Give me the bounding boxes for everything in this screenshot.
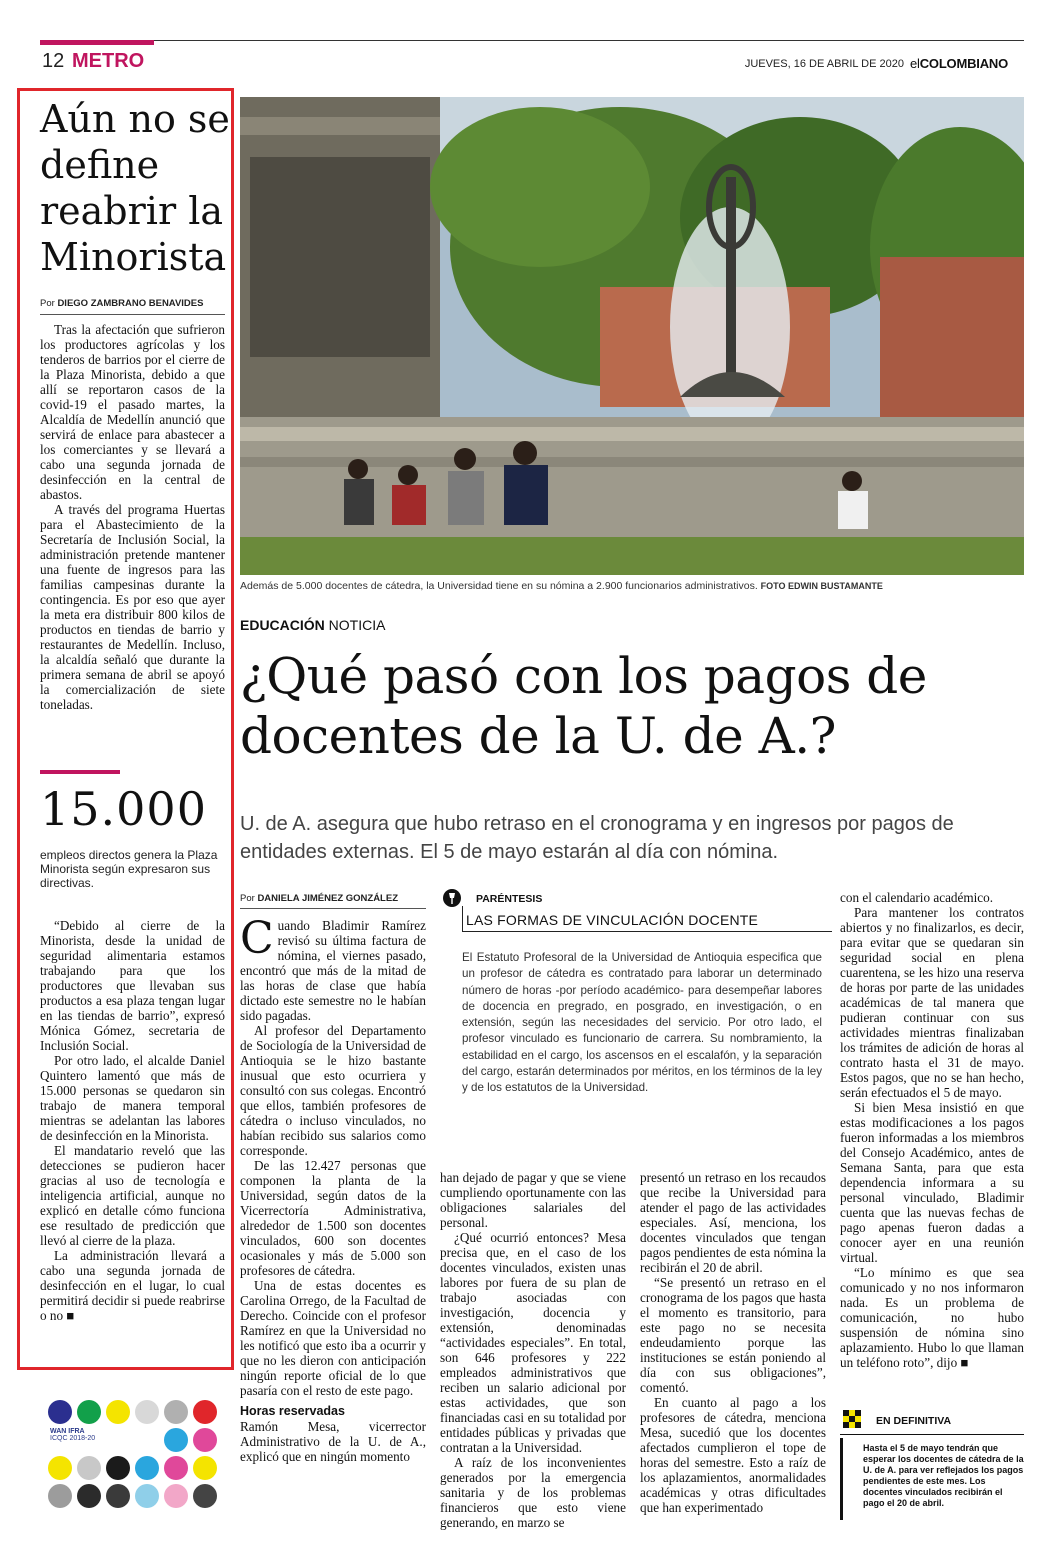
article-column-2	[440, 1170, 626, 1546]
paragraph: Si bien Mesa insistió en que estas modificaciones a los pagos fueron informadas a los miembros del Consejo Académico, antes de Semana Santa, para que esta dependencia informara a su personal vinculado, Bladimir cuenta que las nuevas fechas de pago apenas fueron dadas a conocer ayer en una reunión virtual.	[840, 1100, 1024, 1265]
en-definitiva-rule	[840, 1434, 1024, 1435]
parentesis-label: PARÉNTESIS	[476, 893, 543, 905]
header-rule	[40, 40, 1024, 41]
paragraph: A través del programa Huertas para el Abastecimiento de la Secretaría de Inclusión Social, la administración pretende mantener una fuente de ingresos para las familias campesinas durante la contingencia. Es por eso que ayer la meta era distribuir 800 kilos de productos en tiendas de barrio y restaurantes de Medellín. Incluso, la alcaldía señaló que durante la primera semana de abril se apoyó la comercialización de siete toneladas.	[40, 502, 225, 712]
color-swatch	[77, 1456, 101, 1480]
paragraph: Ramón Mesa, vicerrector Administrativo de la U. de A., explicó que en ningún momento	[240, 1419, 426, 1464]
article-column-4	[840, 890, 1024, 1394]
paragraph: “Lo mínimo es que sea comunicado y no nos informaron nada. Es un problema de comunicación, no hubo suspensión de nómina sino aplazamiento. Hubo lo que llaman un teléfono roto”, dijo ■	[840, 1265, 1024, 1370]
en-definitiva-text: Hasta el 5 de mayo tendrán que esperar los docentes de cátedra de la U. de A. para ver reflejados los pagos pendientes de este mes. Los docentes vinculados recibirán el pago el 20 de abril.	[840, 1438, 1024, 1520]
paragraph: Para mantener los contratos abiertos y no finalizarlos, es decir, para evitar que se quedaran sin seguridad social en plena cuarentena, se les hizo una reserva de horas por parte de las unidades académicas de tal manera que pudieran continuar con sus actividades mientras finalizaban los trámites de adición de horas al contrato hasta el 31 de mayo. Estos pagos, que no se han hecho, serán efectuados el 5 de mayo.	[840, 905, 1024, 1100]
color-swatch	[48, 1400, 72, 1424]
section-name: METRO	[72, 50, 145, 72]
sidebar-text-bottom	[40, 918, 225, 1360]
paragraph: Por otro lado, el alcalde Daniel Quintero lamentó que más de 15.000 personas se quedaron sin trabajo de manera temporal mientras se adelantan las labores de desinfección en la Minorista.	[40, 1053, 225, 1143]
paragraph: Tras la afectación que sufrieron los productores agrícolas y los tenderos de barrios por el cierre de la Plaza Minorista, debido a que allí se reportaron casos de la covid-19 el pasado martes, la Alcaldía de Medellín anunció que servirá de enlace para abastecer a los comerciantes y se llevará a cabo una segunda jornada de desinfección en la central de abastos.	[40, 322, 225, 502]
sidebar-text-top	[40, 322, 225, 742]
color-swatch	[164, 1400, 188, 1424]
paragraph: “Debido al cierre de la Minorista, desde la unidad de seguridad alimentaria estamos trabajando para que los productores que llevaban sus productos a esa plaza tengan lugar en las tiendas de barrio”, expresó Mónica Gómez, secretaria de Inclusión Social.	[40, 918, 225, 1053]
color-swatch	[135, 1400, 159, 1424]
color-swatch	[193, 1428, 217, 1452]
parentesis-title: LAS FORMAS DE VINCULACIÓN DOCENTE	[466, 912, 759, 928]
paragraph: Una de estas docentes es Carolina Orrego, de la Facultad de Derecho. Coincide con el profesor Ramírez en que la Universidad no les notificó que esto iba a ocurrir y que no les dieron con anticipación ningún reporte oficial de lo que pasaría con el resto de este pago.	[240, 1278, 426, 1398]
color-swatch	[106, 1484, 130, 1508]
paragraph: “Se presentó un retraso en el cronograma de los pagos que hasta el momento es transitorio, para este pago no se necesita endeudamiento porque las instituciones se están poniendo al día con sus obligaciones”, comentó.	[640, 1275, 826, 1395]
paragraph: con el calendario académico.	[840, 890, 994, 905]
wan-ifra-logo: WAN IFRA ICQC 2018-20	[50, 1428, 96, 1442]
parentesis-text: El Estatuto Profesoral de la Universidad de Antioquia especifica que un profesor de cátedra es contratado para laborar un determinado número de horas -por período académico- para desempeñar labores de docencia en pregrado, en posgrado, en investigación, o en extensión, según las necesidades del servicio. Por otro lado, el profesor vinculado es funcionario de carrera. Su nombramiento, la estabilidad en el cargo, los ascensos en el escalafón, y la separación del cargo, estarán determinados por méritos, en los términos de la ley y de los estatutos de la Universidad.	[462, 951, 822, 1095]
color-swatch	[77, 1484, 101, 1508]
paragraph: Al profesor del Departamento de Sociología de la Universidad de Antioquia se le hizo bastante inusual que esto ocurriera y consultó con sus colegas. Encontró que ellos, también profesores de cátedra o incluso vinculados, no habían recibido sus salarios como corresponde.	[240, 1023, 426, 1158]
photo-credit: FOTO EDWIN BUSTAMANTE	[760, 581, 883, 591]
checkered-icon	[843, 1410, 861, 1428]
color-swatch	[164, 1484, 188, 1508]
print-color-bar	[46, 1398, 220, 1512]
color-swatch	[193, 1400, 217, 1424]
section-accent-bar	[40, 40, 154, 45]
color-swatch	[193, 1456, 217, 1480]
paragraph: La administración llevará a cabo una segunda jornada de desinfección en el lugar, lo cual permitirá decidir si puede reabrirse o no ■	[40, 1248, 225, 1323]
campus-photo	[240, 97, 1024, 575]
article-headline: ¿Qué pasó con los pagos de docentes de la U. de A.?	[240, 647, 927, 765]
photo-caption: Además de 5.000 docentes de cátedra, la Universidad tiene en su nómina a 2.900 funcionarios administrativos. FOTO EDWIN BUSTAMANTE	[240, 580, 883, 592]
stat-caption: empleos directos genera la Plaza Minorista según expresaron sus directivas.	[40, 848, 218, 890]
paragraph: han dejado de pagar y que se viene cumpliendo oportunamente con las obligaciones salariales del personal.	[440, 1170, 626, 1230]
paragraph: ¿Qué ocurrió entonces? Mesa precisa que, en el caso de los docentes vinculados, existen unas labores por fuera de su plan de trabajo asociadas con investigación, docencia y extensión, denominadas “actividades especiales”. En total, son 646 profesores y 222 empleados administrativos que reciben un salario adicional por estas actividades, que son financiadas casi en su totalidad por entidades públicas y privadas que contratan a la Universidad.	[440, 1230, 626, 1455]
color-swatch	[135, 1456, 159, 1480]
paragraph: Cuando Bladimir Ramírez revisó su última factura de nómina, el viernes pasado, encontró que más de la mitad de las horas de clase que había dictado este semestre no le habían sido pagadas.	[240, 918, 426, 1023]
paragraph: De las 12.427 personas que componen la planta de la Universidad, según datos de la Vicerrectoría Administrativa, alrededor de 1.500 son docentes vinculados, 600 son docentes ocasionales y más de 5.000 son profesores de cátedra.	[240, 1158, 426, 1278]
paragraph: presentó un retraso en los recaudos que recibe la Universidad para atender el pago de las actividades especiales. Así, menciona, los docentes vinculados que tengan pagos pendientes de esta nómina la recibirán el 20 de abril.	[640, 1170, 826, 1275]
newspaper-brand: elCOLOMBIANO	[910, 56, 1008, 71]
color-swatch	[164, 1456, 188, 1480]
article-column-1	[240, 918, 426, 1546]
article-kicker: EDUCACIÓN NOTICIA	[240, 617, 386, 633]
sidebar-divider	[40, 314, 225, 315]
color-swatch	[135, 1484, 159, 1508]
paragraph: En cuanto al pago a los profesores de cátedra, menciona Mesa, sucedió que los docentes afectados cumplieron el tope de horas del semestre. Esto a raíz de los aplazamientos, anormalidades académicas y otras dificultades que han experimentado	[640, 1395, 826, 1515]
byline-divider	[240, 908, 426, 909]
subhead: Horas reservadas	[240, 1404, 345, 1418]
en-definitiva-label: EN DEFINITIVA	[876, 1415, 952, 1427]
parentesis-rule-vertical	[462, 906, 463, 932]
color-swatch	[106, 1400, 130, 1424]
color-swatch	[48, 1484, 72, 1508]
color-swatch	[106, 1456, 130, 1480]
stat-accent-rule	[40, 770, 120, 774]
paragraph: A raíz de los inconvenientes generados por la emergencia sanitaria y de los problemas financieros que esto viene generando, en marzo se	[440, 1455, 626, 1530]
paragraph: El mandatario reveló que las detecciones se pudieron hacer gracias al uso de tecnología e inteligencia artificial, aunque no explicó en detalle cómo funciona ese resultado de predicción que llevó al cierre de la plaza.	[40, 1143, 225, 1248]
stat-number: 15.000	[40, 782, 207, 836]
sidebar-title: Aún no se define reabrir la Minorista	[40, 97, 230, 279]
color-swatch	[164, 1428, 188, 1452]
pushpin-icon	[442, 888, 462, 908]
publication-date: JUEVES, 16 DE ABRIL DE 2020	[744, 58, 904, 70]
article-byline: Por DANIELA JIMÉNEZ GONZÁLEZ	[240, 893, 399, 904]
sidebar-byline: Por DIEGO ZAMBRANO BENAVIDES	[40, 298, 204, 309]
page-number: 12	[42, 50, 65, 72]
article-column-3	[640, 1170, 826, 1546]
color-swatch	[193, 1484, 217, 1508]
article-deck: U. de A. asegura que hubo retraso en el cronograma y en ingresos por pagos de entidades externas. El 5 de mayo estarán al día con nómina.	[240, 813, 954, 863]
color-swatch	[48, 1456, 72, 1480]
color-swatch	[77, 1400, 101, 1424]
parentesis-rule-horizontal	[462, 931, 832, 932]
dropcap: C	[240, 918, 274, 964]
